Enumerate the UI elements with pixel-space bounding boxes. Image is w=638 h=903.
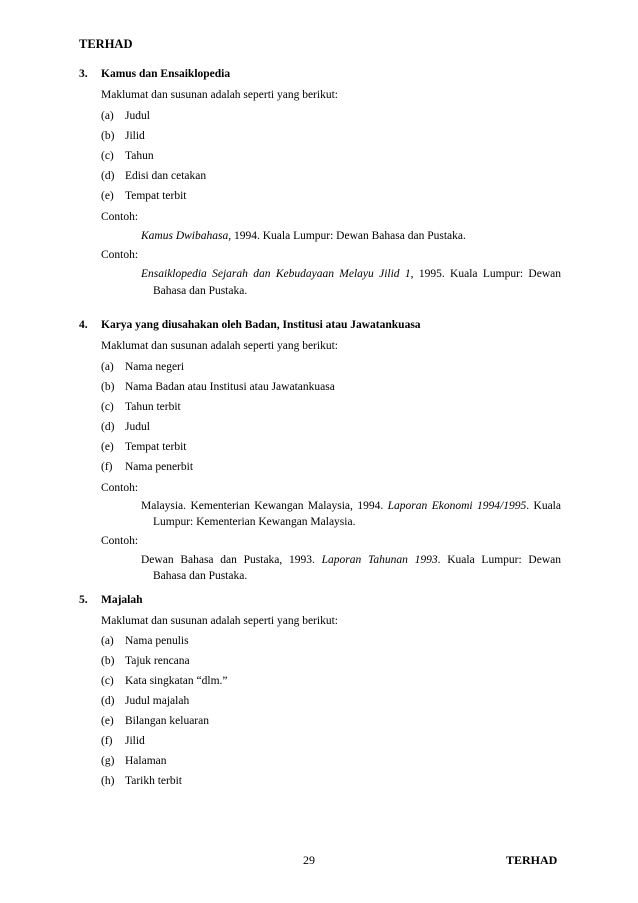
list-item-label: (b): [101, 130, 115, 142]
example-label: Contoh:: [101, 535, 139, 547]
citation-post: , 1995. Kuala Lumpur: Dewan: [410, 268, 561, 280]
list-item-text: Judul majalah: [125, 695, 190, 707]
section-intro: Maklumat dan susunan adalah seperti yang berikut:: [101, 615, 338, 627]
list-item-label: (a): [101, 110, 114, 122]
citation-title: Ensaiklopedia Sejarah dan Kebudayaan Melayu Jilid 1: [141, 268, 411, 280]
section-number: 4.: [79, 319, 88, 331]
citation-continuation: Lumpur: Kementerian Kewangan Malaysia.: [153, 516, 356, 528]
citation-post: . Kuala: [526, 500, 561, 512]
list-item-label: (d): [101, 170, 115, 182]
list-item-text: Judul: [125, 421, 150, 433]
citation-pre: Dewan Bahasa dan Pustaka, 1993.: [141, 554, 322, 566]
list-item-label: (e): [101, 441, 114, 453]
example-label: Contoh:: [101, 211, 139, 223]
section-title: Karya yang diusahakan oleh Badan, Institusi atau Jawatankuasa: [101, 319, 421, 331]
list-item-label: (d): [101, 695, 115, 707]
list-item-label: (f): [101, 461, 113, 473]
citation-post: , 1994. Kuala Lumpur: Dewan Bahasa dan Pustaka.: [228, 230, 466, 242]
list-item-text: Tempat terbit: [125, 441, 187, 453]
list-item-text: Tempat terbit: [125, 190, 187, 202]
list-item-text: Nama penulis: [125, 635, 189, 647]
list-item-label: (f): [101, 735, 113, 747]
list-item-text: Kata singkatan “dlm.”: [125, 675, 228, 687]
list-item-label: (c): [101, 401, 114, 413]
list-item-text: Nama negeri: [125, 361, 185, 373]
list-item-label: (g): [101, 755, 115, 767]
list-item-label: (h): [101, 775, 115, 787]
list-item-label: (e): [101, 190, 114, 202]
list-item-label: (b): [101, 655, 115, 667]
list-item-text: Tahun: [125, 150, 154, 162]
list-item-text: Jilid: [125, 130, 145, 142]
list-item-label: (a): [101, 361, 114, 373]
example-label: Contoh:: [101, 249, 139, 261]
list-item-text: Judul: [125, 110, 150, 122]
list-item-text: Jilid: [125, 735, 145, 747]
example-citation: [141, 554, 561, 569]
citation-pre: Malaysia. Kementerian Kewangan Malaysia, 1994.: [141, 500, 388, 512]
list-item-text: Nama Badan atau Institusi atau Jawatankuasa: [125, 381, 335, 393]
example-citation: [141, 500, 561, 515]
list-item-label: (e): [101, 715, 114, 727]
citation-title: Laporan Ekonomi 1994/1995: [387, 500, 527, 512]
section-number: 5.: [79, 594, 88, 606]
example-citation: [141, 268, 561, 283]
section-number: 3.: [79, 68, 88, 80]
list-item-label: (b): [101, 381, 115, 393]
section-intro: Maklumat dan susunan adalah seperti yang berikut:: [101, 89, 338, 101]
list-item-text: Edisi dan cetakan: [125, 170, 207, 182]
list-item-text: Tarikh terbit: [125, 775, 182, 787]
list-item-text: Nama penerbit: [125, 461, 194, 473]
list-item-text: Halaman: [125, 755, 167, 767]
example-label: Contoh:: [101, 482, 139, 494]
header-classification: TERHAD: [79, 37, 133, 51]
footer-classification: TERHAD: [506, 853, 558, 867]
section-title: Majalah: [101, 594, 143, 606]
list-item-label: (c): [101, 675, 114, 687]
citation-post: . Kuala Lumpur: Dewan: [437, 554, 561, 566]
list-item-text: Tahun terbit: [125, 401, 181, 413]
list-item-label: (d): [101, 421, 115, 433]
example-citation: [141, 230, 466, 242]
citation-continuation: Bahasa dan Pustaka.: [153, 570, 248, 582]
citation-continuation: Bahasa dan Pustaka.: [153, 285, 248, 297]
list-item-label: (a): [101, 635, 114, 647]
section-title: Kamus dan Ensaiklopedia: [101, 68, 231, 80]
list-item-text: Tajuk rencana: [125, 655, 190, 667]
list-item-label: (c): [101, 150, 114, 162]
citation-title: Kamus Dwibahasa: [141, 230, 229, 242]
list-item-text: Bilangan keluaran: [125, 715, 209, 727]
section-intro: Maklumat dan susunan adalah seperti yang berikut:: [101, 340, 338, 352]
page-number: 29: [303, 853, 315, 867]
citation-title: Laporan Tahunan 1993: [321, 554, 438, 566]
